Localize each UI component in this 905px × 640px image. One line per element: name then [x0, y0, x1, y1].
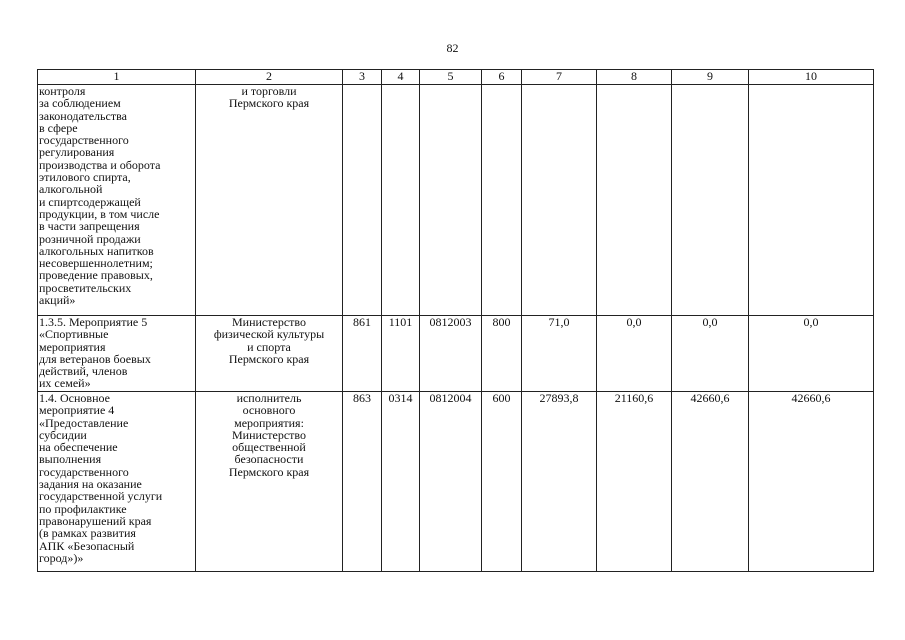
target-code-cell: [420, 85, 482, 316]
admin-code-cell: 861: [343, 316, 382, 392]
measure-name-line: государственной услуги: [39, 489, 163, 504]
amount-cell: [672, 85, 749, 316]
amount-cell: 71,0: [522, 316, 597, 392]
executor-line: исполнитель: [236, 391, 302, 405]
section-code-cell: 0314: [382, 392, 420, 572]
measure-name-line: этилового спирта,: [39, 170, 131, 185]
measure-name-line: за соблюдением: [39, 96, 121, 111]
measure-name-line: АПК «Безопасный: [39, 538, 135, 553]
measure-name-line: (в рамках развития: [39, 526, 136, 541]
measure-name-line: несовершеннолетним;: [39, 256, 153, 271]
section-code-cell: 1101: [382, 316, 420, 392]
measure-name-line: на обеспечение: [39, 440, 118, 455]
measure-name-line: задания на оказание: [39, 477, 142, 492]
measure-name-line: алкогольной: [39, 182, 103, 197]
executor-line: основного: [242, 403, 296, 418]
measure-name-line: город»)»: [39, 550, 84, 565]
measure-name-line: в части запрещения: [39, 219, 140, 234]
measure-name-line: правонарушений края: [39, 513, 152, 528]
budget-table: [37, 69, 874, 572]
table-row: [38, 316, 874, 392]
executor-line: мероприятия:: [234, 415, 304, 430]
measure-name-line: по профилактике: [39, 501, 127, 516]
measure-name-cell: [38, 316, 196, 392]
measure-name-line: субсидии: [39, 427, 87, 442]
executor-line: и торговли: [241, 84, 297, 98]
amount-cell: 0,0: [672, 316, 749, 392]
measure-name-line: государственного: [39, 133, 129, 148]
target-code-cell: 0812003: [420, 316, 482, 392]
executor-line: и спорта: [247, 339, 291, 354]
measure-name-line: для ветеранов боевых: [39, 351, 151, 366]
executor-cell: [196, 316, 343, 392]
measure-name-line: алкогольных напитков: [39, 243, 154, 258]
measure-name-line: «Предоставление: [39, 415, 129, 430]
measure-name-line: 1.3.5. Мероприятие 5: [39, 315, 148, 329]
measure-name-cell: [38, 392, 196, 572]
executor-line: Министерство: [232, 315, 306, 329]
executor-line: Пермского края: [228, 96, 310, 111]
amount-cell: 21160,6: [597, 392, 672, 572]
measure-name-line: в сфере: [39, 120, 78, 135]
column-header: 4: [382, 70, 420, 85]
measure-name-line: производства и оборота: [39, 157, 161, 172]
measure-name-line: и спиртсодержащей: [39, 194, 141, 209]
measure-name-line: мероприятие 4: [39, 403, 115, 418]
measure-name-line: проведение правовых,: [39, 268, 153, 283]
amount-cell: [597, 85, 672, 316]
column-header: 8: [597, 70, 672, 85]
amount-cell: 0,0: [749, 316, 874, 392]
admin-code-cell: [343, 85, 382, 316]
column-header: 1: [38, 70, 196, 85]
executor-line: Пермского края: [228, 351, 310, 366]
header-row: [38, 70, 874, 85]
amount-cell: 42660,6: [672, 392, 749, 572]
measure-name-line: их семей»: [39, 376, 91, 391]
measure-name-line: действий, членов: [39, 364, 128, 379]
measure-name-line: «Спортивные: [39, 327, 109, 342]
executor-line: Министерство: [232, 427, 306, 442]
measure-name-line: регулирования: [39, 145, 115, 160]
amount-cell: 42660,6: [749, 392, 874, 572]
expense-type-cell: 800: [482, 316, 522, 392]
executor-cell: [196, 392, 343, 572]
column-header: 10: [749, 70, 874, 85]
column-header: 9: [672, 70, 749, 85]
measure-name-line: государственного: [39, 464, 129, 479]
column-header: 3: [343, 70, 382, 85]
executor-cell: [196, 85, 343, 316]
measure-name-line: выполнения: [39, 452, 102, 467]
measure-name-line: просветительских: [39, 280, 132, 295]
measure-name-line: продукции, в том числе: [39, 206, 160, 221]
column-header: 5: [420, 70, 482, 85]
measure-name-cell: [38, 85, 196, 316]
table-row: [38, 85, 874, 316]
measure-name-line: розничной продажи: [39, 231, 141, 246]
target-code-cell: 0812004: [420, 392, 482, 572]
expense-type-cell: [482, 85, 522, 316]
column-header: 7: [522, 70, 597, 85]
column-header: 6: [482, 70, 522, 85]
executor-line: физической культуры: [213, 327, 325, 342]
section-code-cell: [382, 85, 420, 316]
page-number: 82: [446, 41, 459, 55]
executor-line: общественной: [232, 440, 306, 455]
amount-cell: 27893,8: [522, 392, 597, 572]
expense-type-cell: 600: [482, 392, 522, 572]
executor-line: Пермского края: [228, 464, 310, 479]
amount-cell: [749, 85, 874, 316]
measure-name-line: мероприятия: [39, 339, 106, 354]
measure-name-line: 1.4. Основное: [39, 391, 110, 405]
measure-name-line: законодательства: [39, 108, 127, 123]
admin-code-cell: 863: [343, 392, 382, 572]
measure-name-line: контроля: [39, 84, 86, 98]
table-row: [38, 392, 874, 572]
executor-line: безопасности: [234, 452, 304, 467]
column-header: 2: [196, 70, 343, 85]
amount-cell: [522, 85, 597, 316]
amount-cell: 0,0: [597, 316, 672, 392]
measure-name-line: акций»: [39, 293, 76, 308]
